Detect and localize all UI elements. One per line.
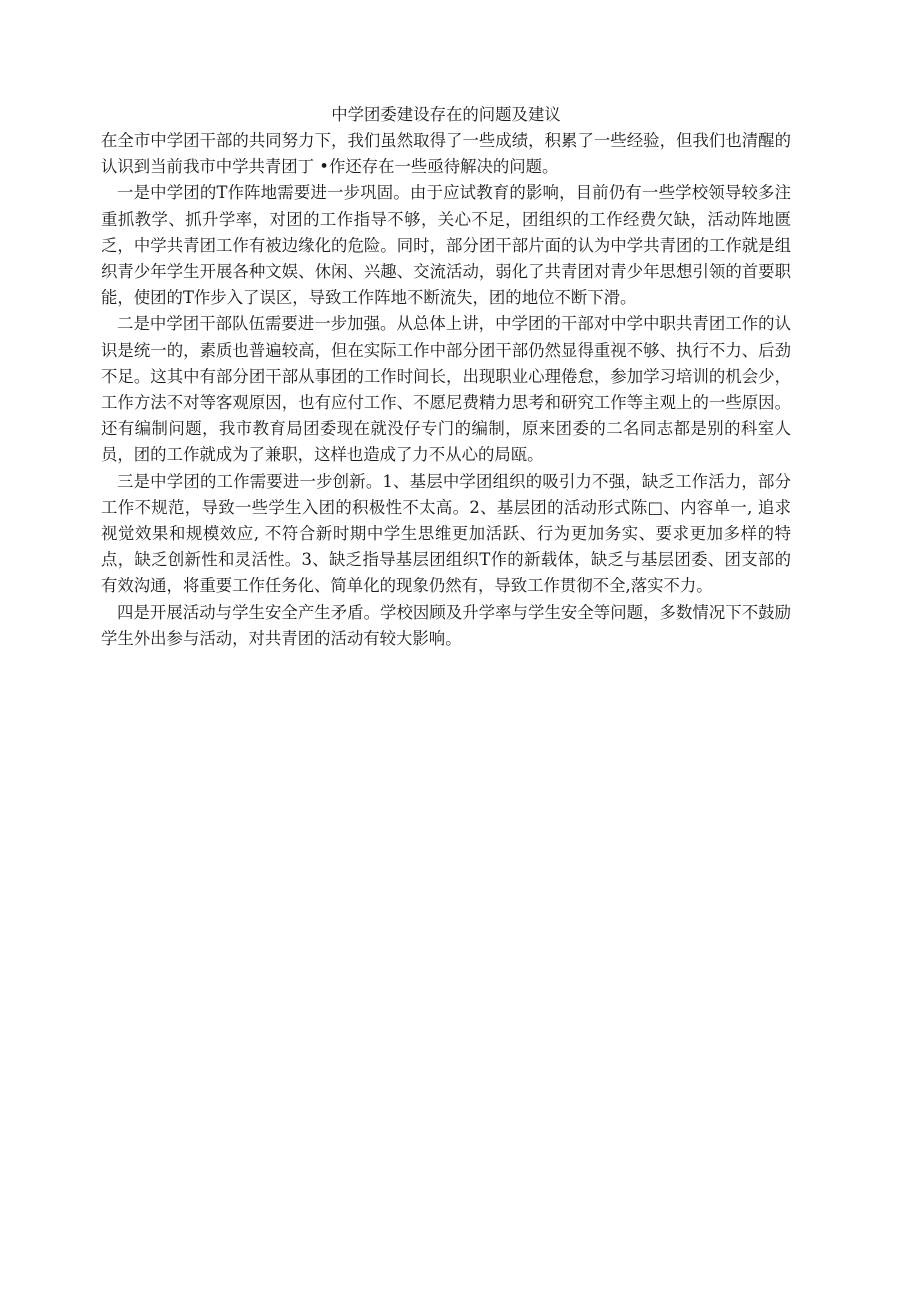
paragraph-point-2: 二是中学团干部队伍需要进一步加强。从总体上讲，中学团的干部对中学中职共青团工作的认识是统一的，素质也普遍较高，但在实际工作中部分团干部仍然显得重视不够、执行不力、后劲不足。这其中有部分团干部从事团的工作时间长，出现职业心理倦怠，参加学习培训的机会少，工作方法不对等客观原因，也有应付工作、不愿尼费精力思考和研究工作等主观上的一些原因。还有编制问题，我市教育局团委现在就没仔专门的编制，原来团委的二名同志都是别的科室人员，团的工作就成为了兼职，这样也造成了力不从心的局瓯。 bbox=[101, 314, 791, 465]
paragraph-intro: 在全市中学团干部的共同努力下，我们虽然取得了一些成绩，积累了一些经验，但我们也清醒的认识到当前我市中学共青团丁 •作还存在一些亟待解决的问题。 bbox=[101, 131, 791, 177]
paragraph-point-4: 四是开展活动与学生安全产生矛盾。学校因顾及升学率与学生安全等问题，多数情况下不鼓励学生外出参与活动，对共青团的活动有较大影响。 bbox=[101, 602, 791, 648]
document-body bbox=[101, 102, 791, 652]
document-title: 中学团委建设存在的问题及建议 bbox=[331, 105, 561, 124]
paragraph-point-3: 三是中学团的工作需要进一步创新。1、基层中学团组织的吸引力不强，缺乏工作活力，部分工作不规范，导致一些学生入团的积极性不太高。2、基层团的活动形式陈□、内容单一, 追求视觉效果和规模效应, 不符合新时期中学生思维更加活跃、行为更加务实、要求更加多样的特点，缺乏创新性和灵活性。3、缺乏指导基层团组织T作的新载体，缺乏与基层团委、团支部的有效沟通，将重要工作任务化、简单化的现象仍然有，导致工作贯彻不全,落实不力。 bbox=[101, 471, 791, 596]
paragraph-point-1: 一是中学团的T作阵地需要进一步巩固。由于应试教育的影响，目前仍有一些学校领导较多注重抓教学、抓升学率，对团的工作指导不够，关心不足，团组织的工作经费欠缺，活动阵地匮乏，中学共青团工作有被边缘化的危险。同时，部分团干部片面的认为中学共青团的工作就是组织青少年学生开展各种文娱、休闲、兴趣、交流活动，弱化了共青团对青少年思想引领的首要职能，使团的T作步入了误区，导致工作阵地不断流失，团的地位不断下滑。 bbox=[101, 183, 791, 308]
